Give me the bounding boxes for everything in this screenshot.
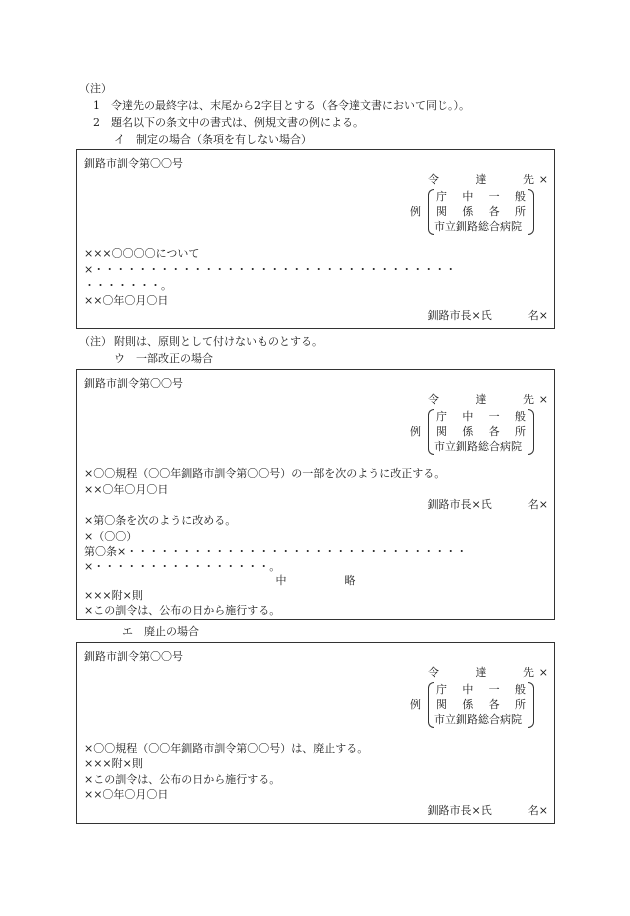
subsection-c-title: エ 廃止の場合: [122, 625, 199, 638]
example-label: 例: [410, 425, 421, 438]
recipient-heading-mark: ×: [538, 173, 548, 186]
body-line: 第〇条×・・・・・・・・・・・・・・・・・・・・・・・・・・・・・・・: [84, 545, 468, 558]
recipient-block: [410, 172, 548, 242]
recipient-row: 庁 中 一 般: [436, 410, 526, 423]
recipient-bracket: [428, 409, 534, 455]
example-label: 例: [410, 205, 421, 218]
issue-date: ××〇年〇月〇日: [84, 483, 169, 496]
subject-line: ×××〇〇〇〇について: [84, 247, 200, 260]
supplementary-text: ×この訓令は、公布の日から施行する。: [84, 773, 281, 786]
mid-note-text: 附則は、原則として付けないものとする。: [114, 335, 323, 348]
issue-date: ××〇年〇月〇日: [84, 788, 169, 801]
recipient-heading-mark: ×: [538, 666, 548, 679]
recipient-row: 市立釧路総合病院: [434, 713, 522, 726]
supplementary-text: ×この訓令は、公布の日から施行する。: [84, 604, 281, 617]
signature-name: 名×: [527, 498, 548, 511]
notes-item-1: 1 令達先の最終字は、末尾から2字目とする（各令達文書において同じ。）。: [93, 99, 470, 112]
recipient-block: [410, 665, 548, 735]
notes-label: （注）: [79, 82, 112, 95]
signature-name: 名×: [527, 309, 548, 322]
example-label: 例: [410, 698, 421, 711]
recipient-heading: 令 達 先: [428, 666, 534, 679]
signature-title: 釧路市長×氏: [427, 498, 492, 511]
document-block-enactment: [76, 149, 555, 329]
recipient-row: 庁 中 一 般: [436, 190, 526, 203]
recipient-row: 市立釧路総合病院: [434, 220, 522, 233]
subsection-b-title: ウ 一部改正の場合: [114, 352, 213, 365]
recipient-heading-mark: ×: [538, 393, 548, 406]
ordinance-number: 釧路市訓令第〇〇号: [84, 377, 183, 390]
recipient-block: [410, 392, 548, 462]
signature-title: 釧路市長×氏: [427, 804, 492, 817]
recipient-row: 庁 中 一 般: [436, 683, 526, 696]
omission-mark: 中 略: [275, 574, 356, 587]
signature-name: 名×: [527, 804, 548, 817]
subsection-a-title: イ 制定の場合（条項を有しない場合）: [114, 133, 312, 146]
supplementary-heading: ×××附×則: [84, 589, 143, 602]
recipient-bracket: [428, 189, 534, 235]
supplementary-heading: ×××附×則: [84, 757, 143, 770]
body-line: ×・・・・・・・・・・・・・・・・・・・・・・・・・・・・・・・・・: [84, 263, 457, 276]
body-line: ×第〇条を次のように改める。: [84, 514, 237, 527]
recipient-row: 市立釧路総合病院: [434, 440, 522, 453]
repeal-line: ×〇〇規程（〇〇年釧路市訓令第〇〇号）は、廃止する。: [84, 742, 369, 755]
signature: [428, 308, 548, 324]
recipient-row: 関 係 各 所: [436, 205, 526, 218]
omission-row: [77, 573, 554, 589]
body-line: ×・・・・・・・・・・・・・・・・。: [84, 560, 281, 573]
ordinance-number: 釧路市訓令第〇〇号: [84, 157, 183, 170]
document-block-repeal: [76, 642, 555, 824]
notes-item-2: 2 題名以下の条文中の書式は、例規文書の例による。: [93, 116, 364, 129]
recipient-row: 関 係 各 所: [436, 698, 526, 711]
body-line: ×（〇〇）: [84, 530, 138, 543]
issue-date: ××〇年〇月〇日: [84, 294, 169, 307]
recipient-heading: 令 達 先: [428, 173, 534, 186]
mid-note-label: （注）: [79, 335, 112, 348]
document-block-amendment: [76, 369, 555, 620]
amendment-line: ×〇〇規程（〇〇年釧路市訓令第〇〇号）の一部を次のように改正する。: [84, 467, 446, 480]
recipient-row: 関 係 各 所: [436, 425, 526, 438]
body-line: ・・・・・・・。: [84, 279, 172, 292]
ordinance-number: 釧路市訓令第〇〇号: [84, 650, 183, 663]
signature-title: 釧路市長×氏: [427, 309, 492, 322]
recipient-heading: 令 達 先: [428, 393, 534, 406]
recipient-bracket: [428, 682, 534, 728]
signature: [428, 497, 548, 513]
signature: [428, 803, 548, 819]
